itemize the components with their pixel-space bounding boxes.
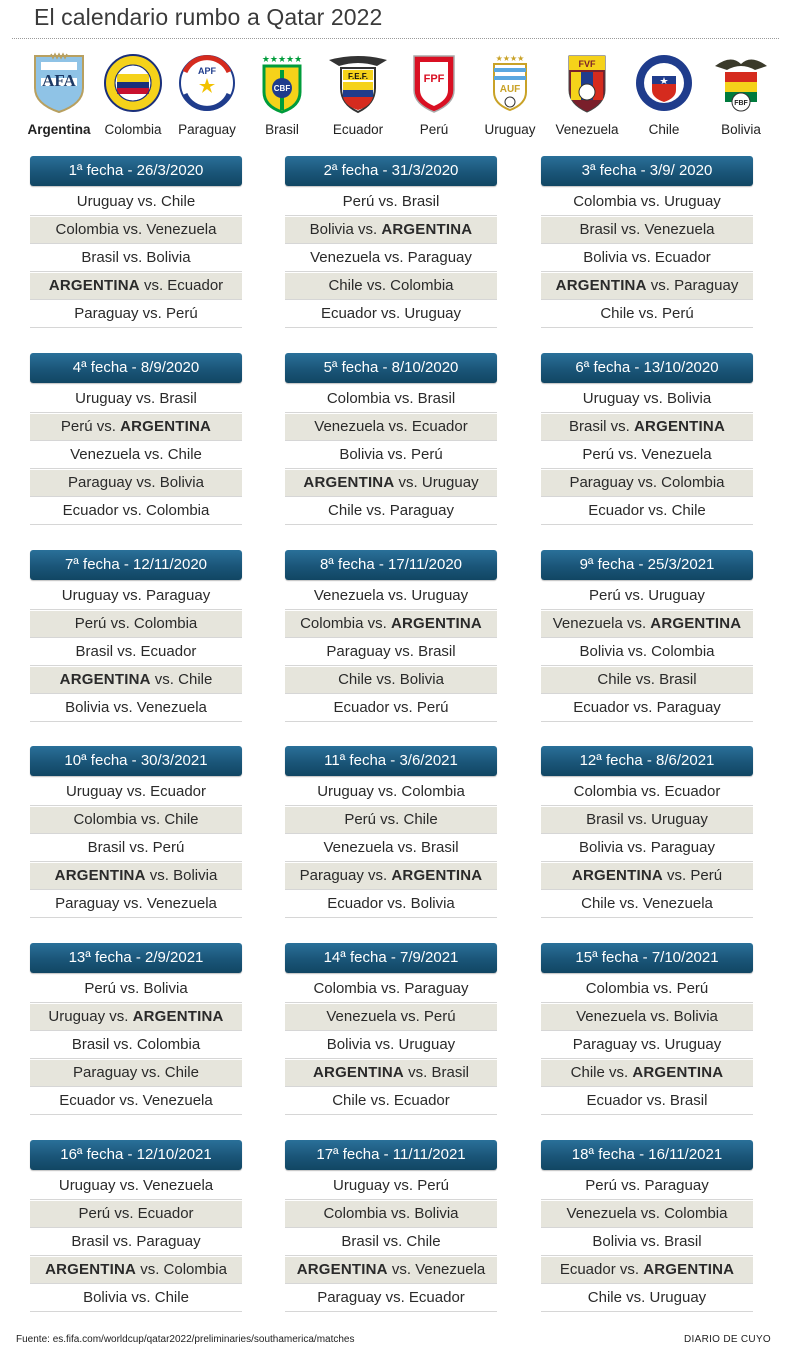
match-list <box>541 189 753 328</box>
match-text-post: Paraguay vs. Colombia <box>569 474 725 491</box>
match-text-pre: Uruguay vs. <box>48 1008 133 1025</box>
match-text-post: Perú vs. Chile <box>344 811 438 828</box>
team-colombia <box>92 46 174 137</box>
team-argentina <box>18 46 100 137</box>
match-text-post: Perú vs. Colombia <box>74 615 198 632</box>
match-row <box>30 1060 242 1087</box>
match-text-pre: Venezuela vs. <box>552 615 651 632</box>
match-row <box>285 891 497 918</box>
match-list <box>541 976 753 1115</box>
round-block <box>541 550 753 723</box>
match-row <box>285 1257 497 1284</box>
match-row <box>541 807 753 834</box>
publisher-credit: DIARIO DE CUYO <box>684 1334 771 1345</box>
match-row <box>285 442 497 469</box>
auf-crest-icon <box>480 52 540 114</box>
match-text-post: Uruguay vs. Brasil <box>75 390 197 407</box>
round-header: 4ª fecha - 8/9/2020 <box>30 353 242 383</box>
match-row <box>285 835 497 862</box>
match-team-highlight: ARGENTINA <box>643 1261 735 1278</box>
match-row <box>541 414 753 441</box>
match-text-post: Brasil vs. Chile <box>341 1233 441 1250</box>
svg-text:APF: APF <box>198 66 216 76</box>
team-name: Argentina <box>27 122 91 137</box>
match-text-post: Bolivia vs. Colombia <box>579 643 715 660</box>
match-list <box>30 189 242 328</box>
svg-text:FVF: FVF <box>578 59 596 69</box>
match-row <box>285 245 497 272</box>
round-header: 14ª fecha - 7/9/2021 <box>285 943 497 973</box>
match-row <box>541 301 753 328</box>
match-text-post: Colombia vs. Uruguay <box>573 193 721 210</box>
match-row <box>541 863 753 890</box>
match-text-post: Uruguay vs. Perú <box>333 1177 449 1194</box>
match-row <box>541 245 753 272</box>
match-text-post: Bolivia vs. Ecuador <box>583 249 711 266</box>
match-row <box>30 1088 242 1115</box>
round-block <box>30 156 242 329</box>
match-text-post: Chile vs. Ecuador <box>332 1092 450 1109</box>
match-row <box>285 583 497 610</box>
match-text-post: Ecuador vs. Uruguay <box>320 305 462 322</box>
match-row <box>541 498 753 525</box>
match-list <box>285 779 497 918</box>
match-row <box>30 835 242 862</box>
match-row <box>541 835 753 862</box>
page-title: El calendario rumbo a Qatar 2022 <box>34 4 383 30</box>
match-row <box>541 1285 753 1312</box>
match-text-post: Bolivia vs. Paraguay <box>579 839 715 856</box>
match-row <box>285 667 497 694</box>
match-row <box>285 414 497 441</box>
match-text-post: Ecuador vs. Perú <box>333 699 449 716</box>
match-row <box>30 414 242 441</box>
match-team-highlight: ARGENTINA <box>634 418 725 435</box>
source-note: Fuente: es.fifa.com/worldcup/qatar2022/preliminaries/southamerica/matches <box>16 1334 355 1345</box>
match-row <box>285 189 497 216</box>
match-text-post: Chile vs. Brasil <box>597 671 697 688</box>
match-row <box>541 1257 753 1284</box>
round-header: 8ª fecha - 17/11/2020 <box>285 550 497 580</box>
match-row <box>30 583 242 610</box>
match-text-post: Paraguay vs. Brasil <box>326 643 456 660</box>
match-text-post: Ecuador vs. Bolivia <box>327 895 455 912</box>
round-header: 1ª fecha - 26/3/2020 <box>30 156 242 186</box>
match-row <box>541 695 753 722</box>
round-block <box>30 353 242 526</box>
team-name: Paraguay <box>178 122 236 137</box>
round-header: 5ª fecha - 8/10/2020 <box>285 353 497 383</box>
match-text-post: Colombia vs. Chile <box>73 811 199 828</box>
match-row <box>30 1032 242 1059</box>
match-list <box>30 386 242 525</box>
match-text-post: Bolivia vs. Chile <box>83 1289 189 1306</box>
match-row <box>285 976 497 1003</box>
match-text-post: Venezuela vs. Ecuador <box>314 418 468 435</box>
svg-text:★★★★★: ★★★★★ <box>261 54 303 64</box>
match-text-post: Uruguay vs. Paraguay <box>61 587 211 604</box>
match-row <box>30 1285 242 1312</box>
match-team-highlight: ARGENTINA <box>120 418 212 435</box>
match-text-post: Venezuela vs. Uruguay <box>313 587 469 604</box>
match-text-post: Paraguay vs. Perú <box>74 305 198 322</box>
match-row <box>30 667 242 694</box>
round-block <box>285 746 497 919</box>
match-row <box>541 639 753 666</box>
match-team-highlight: ARGENTINA <box>303 474 395 491</box>
match-row <box>541 667 753 694</box>
match-team-highlight: ARGENTINA <box>381 221 473 238</box>
round-header: 6ª fecha - 13/10/2020 <box>541 353 753 383</box>
match-text-post: Brasil vs. Uruguay <box>586 811 708 828</box>
match-text-post: Perú vs. Uruguay <box>589 587 705 604</box>
match-text-post: Venezuela vs. Brasil <box>323 839 459 856</box>
round-header: 2ª fecha - 31/3/2020 <box>285 156 497 186</box>
svg-text:FPF: FPF <box>423 73 445 85</box>
fef-crest-icon <box>327 52 389 114</box>
match-text-post: Bolivia vs. Venezuela <box>65 699 207 716</box>
match-text-post: Colombia vs. Perú <box>585 980 709 997</box>
match-text-post: Uruguay vs. Venezuela <box>58 1177 214 1194</box>
match-list <box>285 1173 497 1312</box>
match-team-highlight: ARGENTINA <box>54 867 146 884</box>
match-row <box>541 1032 753 1059</box>
team-name: Brasil <box>265 122 299 137</box>
match-text-pre: Ecuador vs. <box>559 1261 644 1278</box>
match-text-post: Uruguay vs. Colombia <box>317 783 465 800</box>
match-text-post: Uruguay vs. Ecuador <box>65 783 207 800</box>
match-text-post: Bolivia vs. Uruguay <box>326 1036 456 1053</box>
match-list <box>541 583 753 722</box>
match-text-post: Perú vs. Ecuador <box>78 1205 194 1222</box>
team-uruguay <box>469 46 551 137</box>
match-row <box>30 639 242 666</box>
match-text-post: vs. Perú <box>662 867 723 884</box>
teams-row <box>20 46 776 146</box>
match-text-post: Venezuela vs. Colombia <box>566 1205 728 1222</box>
match-text-post: Chile vs. Colombia <box>328 277 454 294</box>
team-name: Uruguay <box>484 122 536 137</box>
match-text-post: Bolivia vs. Perú <box>339 446 443 463</box>
match-list <box>30 779 242 918</box>
round-header: 16ª fecha - 12/10/2021 <box>30 1140 242 1170</box>
match-row <box>30 695 242 722</box>
match-list <box>285 976 497 1115</box>
match-team-highlight: ARGENTINA <box>296 1261 388 1278</box>
round-block <box>541 943 753 1116</box>
match-row <box>285 611 497 638</box>
svg-text:★★★★: ★★★★ <box>495 54 525 63</box>
svg-text:AUF: AUF <box>499 84 521 95</box>
round-block <box>541 156 753 329</box>
round-header: 13ª fecha - 2/9/2021 <box>30 943 242 973</box>
match-text-post: Uruguay vs. Bolivia <box>582 390 712 407</box>
match-text-post: Venezuela vs. Bolivia <box>576 1008 718 1025</box>
team-paraguay <box>166 46 248 137</box>
match-text-post: Uruguay vs. Chile <box>76 193 196 210</box>
fcf-crest-icon <box>103 52 163 114</box>
match-text-pre: Perú vs. <box>60 418 121 435</box>
match-row <box>30 807 242 834</box>
match-text-post: Brasil vs. Perú <box>87 839 185 856</box>
match-row <box>541 442 753 469</box>
match-row <box>30 891 242 918</box>
round-header: 17ª fecha - 11/11/2021 <box>285 1140 497 1170</box>
match-row <box>285 1004 497 1031</box>
match-text-pre: Chile vs. <box>570 1064 633 1081</box>
team-name: Colombia <box>104 122 162 137</box>
match-row <box>285 1285 497 1312</box>
match-row <box>541 189 753 216</box>
match-list <box>541 1173 753 1312</box>
match-team-highlight: ARGENTINA <box>555 277 647 294</box>
match-team-highlight: ARGENTINA <box>650 615 742 632</box>
match-row <box>541 470 753 497</box>
match-team-highlight: ARGENTINA <box>132 1008 224 1025</box>
match-text-post: Brasil vs. Venezuela <box>579 221 715 238</box>
match-text-pre: Brasil vs. <box>569 418 635 435</box>
match-text-post: vs. Ecuador <box>139 277 224 294</box>
round-block <box>285 353 497 526</box>
match-text-post: Colombia vs. Bolivia <box>323 1205 459 1222</box>
round-block <box>30 943 242 1116</box>
round-block <box>285 943 497 1116</box>
match-row <box>30 1201 242 1228</box>
match-row <box>541 273 753 300</box>
match-text-post: Perú vs. Venezuela <box>582 446 712 463</box>
match-row <box>285 1201 497 1228</box>
team-peru <box>393 46 475 137</box>
match-row <box>541 611 753 638</box>
match-text-post: Paraguay vs. Venezuela <box>55 895 217 912</box>
round-header: 12ª fecha - 8/6/2021 <box>541 746 753 776</box>
svg-text:FBF: FBF <box>734 100 748 107</box>
match-text-post: Paraguay vs. Bolivia <box>68 474 204 491</box>
match-row <box>285 1088 497 1115</box>
match-text-post: Brasil vs. Ecuador <box>75 643 197 660</box>
match-row <box>30 498 242 525</box>
match-row <box>30 1257 242 1284</box>
round-header: 15ª fecha - 7/10/2021 <box>541 943 753 973</box>
match-text-post: Ecuador vs. Brasil <box>586 1092 708 1109</box>
round-header: 9ª fecha - 25/3/2021 <box>541 550 753 580</box>
apf-crest-icon <box>177 52 237 114</box>
match-row <box>30 470 242 497</box>
match-text-post: Perú vs. Paraguay <box>585 1177 709 1194</box>
team-bolivia <box>700 46 782 137</box>
match-row <box>30 301 242 328</box>
match-row <box>30 779 242 806</box>
match-team-highlight: ARGENTINA <box>45 1261 137 1278</box>
match-text-post: Venezuela vs. Paraguay <box>310 249 472 266</box>
round-block <box>541 1140 753 1313</box>
match-text-post: vs. Chile <box>150 671 213 688</box>
match-row <box>30 1004 242 1031</box>
afa-crest-icon <box>29 52 89 114</box>
round-header: 11ª fecha - 3/6/2021 <box>285 746 497 776</box>
match-text-post: Paraguay vs. Uruguay <box>572 1036 722 1053</box>
match-text-post: vs. Venezuela <box>387 1261 486 1278</box>
match-list <box>285 189 497 328</box>
match-text-post: Chile vs. Bolivia <box>338 671 444 688</box>
match-text-post: Brasil vs. Bolivia <box>81 249 191 266</box>
match-text-post: vs. Brasil <box>403 1064 469 1081</box>
svg-text:F.E.F.: F.E.F. <box>347 72 369 81</box>
match-row <box>541 217 753 244</box>
match-row <box>285 807 497 834</box>
match-row <box>30 273 242 300</box>
match-text-post: Chile vs. Uruguay <box>587 1289 707 1306</box>
dotted-divider <box>12 38 779 39</box>
team-name: Bolivia <box>721 122 761 137</box>
round-header: 3ª fecha - 3/9/ 2020 <box>541 156 753 186</box>
match-row <box>285 470 497 497</box>
match-text-post: Ecuador vs. Paraguay <box>573 699 721 716</box>
match-list <box>285 583 497 722</box>
round-block <box>541 746 753 919</box>
match-row <box>541 976 753 1003</box>
match-row <box>285 863 497 890</box>
match-team-highlight: ARGENTINA <box>632 1064 724 1081</box>
match-text-post: Paraguay vs. Ecuador <box>317 1289 465 1306</box>
team-venezuela <box>546 46 628 137</box>
match-list <box>30 583 242 722</box>
match-row <box>541 1201 753 1228</box>
match-text-pre: Bolivia vs. <box>309 221 382 238</box>
match-row <box>285 1060 497 1087</box>
match-row <box>285 779 497 806</box>
match-row <box>285 498 497 525</box>
match-text-post: Venezuela vs. Perú <box>326 1008 456 1025</box>
cbf-crest-icon <box>252 52 312 114</box>
fbf-crest-icon <box>711 52 771 114</box>
fpf-crest-icon <box>404 52 464 114</box>
match-text-post: vs. Uruguay <box>394 474 479 491</box>
match-row <box>30 1229 242 1256</box>
round-header: 10ª fecha - 30/3/2021 <box>30 746 242 776</box>
match-row <box>285 1229 497 1256</box>
match-text-post: Ecuador vs. Venezuela <box>59 1092 213 1109</box>
team-name: Venezuela <box>555 122 619 137</box>
match-row <box>30 611 242 638</box>
match-row <box>541 779 753 806</box>
match-row <box>541 1004 753 1031</box>
team-chile <box>623 46 705 137</box>
team-ecuador <box>317 46 399 137</box>
match-row <box>541 1229 753 1256</box>
team-name: Ecuador <box>332 122 384 137</box>
match-row <box>285 1173 497 1200</box>
match-row <box>285 217 497 244</box>
ffch-crest-icon <box>634 52 694 114</box>
svg-text:CBF: CBF <box>273 84 291 93</box>
match-text-post: Brasil vs. Paraguay <box>71 1233 201 1250</box>
round-header: 18ª fecha - 16/11/2021 <box>541 1140 753 1170</box>
fvf-crest-icon <box>557 52 617 114</box>
match-text-post: vs. Paraguay <box>646 277 739 294</box>
match-row <box>285 273 497 300</box>
match-list <box>541 779 753 918</box>
round-block <box>30 1140 242 1313</box>
match-row <box>30 1173 242 1200</box>
round-header: 7ª fecha - 12/11/2020 <box>30 550 242 580</box>
match-text-post: Colombia vs. Brasil <box>326 390 456 407</box>
match-text-post: Chile vs. Perú <box>600 305 694 322</box>
team-brasil <box>241 46 323 137</box>
round-block <box>30 550 242 723</box>
match-row <box>285 386 497 413</box>
match-text-pre: Colombia vs. <box>300 615 391 632</box>
match-team-highlight: ARGENTINA <box>48 277 140 294</box>
match-text-post: Venezuela vs. Chile <box>70 446 202 463</box>
match-row <box>30 386 242 413</box>
match-text-post: vs. Colombia <box>136 1261 227 1278</box>
match-text-post: Chile vs. Venezuela <box>581 895 713 912</box>
match-text-post: Colombia vs. Paraguay <box>313 980 469 997</box>
match-text-post: Perú vs. Brasil <box>342 193 440 210</box>
match-text-post: Brasil vs. Colombia <box>71 1036 201 1053</box>
match-text-post: Perú vs. Bolivia <box>84 980 188 997</box>
match-row <box>30 189 242 216</box>
match-row <box>541 1173 753 1200</box>
team-name: Chile <box>648 122 680 137</box>
round-block <box>285 1140 497 1313</box>
match-list <box>30 976 242 1115</box>
match-row <box>285 639 497 666</box>
match-list <box>285 386 497 525</box>
match-row <box>30 976 242 1003</box>
match-row <box>541 891 753 918</box>
svg-text:AFA: AFA <box>42 71 76 90</box>
match-text-post: Colombia vs. Venezuela <box>55 221 217 238</box>
match-text-post: Paraguay vs. Chile <box>73 1064 199 1081</box>
round-block <box>285 156 497 329</box>
match-row <box>30 442 242 469</box>
team-name: Perú <box>419 122 449 137</box>
round-block <box>541 353 753 526</box>
match-text-post: Ecuador vs. Chile <box>588 502 706 519</box>
match-list <box>30 1173 242 1312</box>
match-list <box>541 386 753 525</box>
match-team-highlight: ARGENTINA <box>313 1064 404 1081</box>
match-row <box>285 301 497 328</box>
match-row <box>30 863 242 890</box>
match-row <box>30 245 242 272</box>
match-text-post: vs. Bolivia <box>145 867 218 884</box>
match-text-post: Colombia vs. Ecuador <box>573 783 721 800</box>
match-text-post: Chile vs. Paraguay <box>328 502 454 519</box>
match-row <box>30 217 242 244</box>
match-row <box>541 386 753 413</box>
match-text-post: Ecuador vs. Colombia <box>62 502 210 519</box>
match-row <box>541 1088 753 1115</box>
match-text-post: Bolivia vs. Brasil <box>592 1233 702 1250</box>
match-row <box>285 695 497 722</box>
match-team-highlight: ARGENTINA <box>59 671 151 688</box>
match-team-highlight: ARGENTINA <box>390 615 482 632</box>
match-row <box>541 1060 753 1087</box>
match-team-highlight: ARGENTINA <box>391 867 483 884</box>
round-block <box>285 550 497 723</box>
match-row <box>285 1032 497 1059</box>
round-block <box>30 746 242 919</box>
match-row <box>541 583 753 610</box>
match-team-highlight: ARGENTINA <box>571 867 663 884</box>
match-text-pre: Paraguay vs. <box>299 867 392 884</box>
